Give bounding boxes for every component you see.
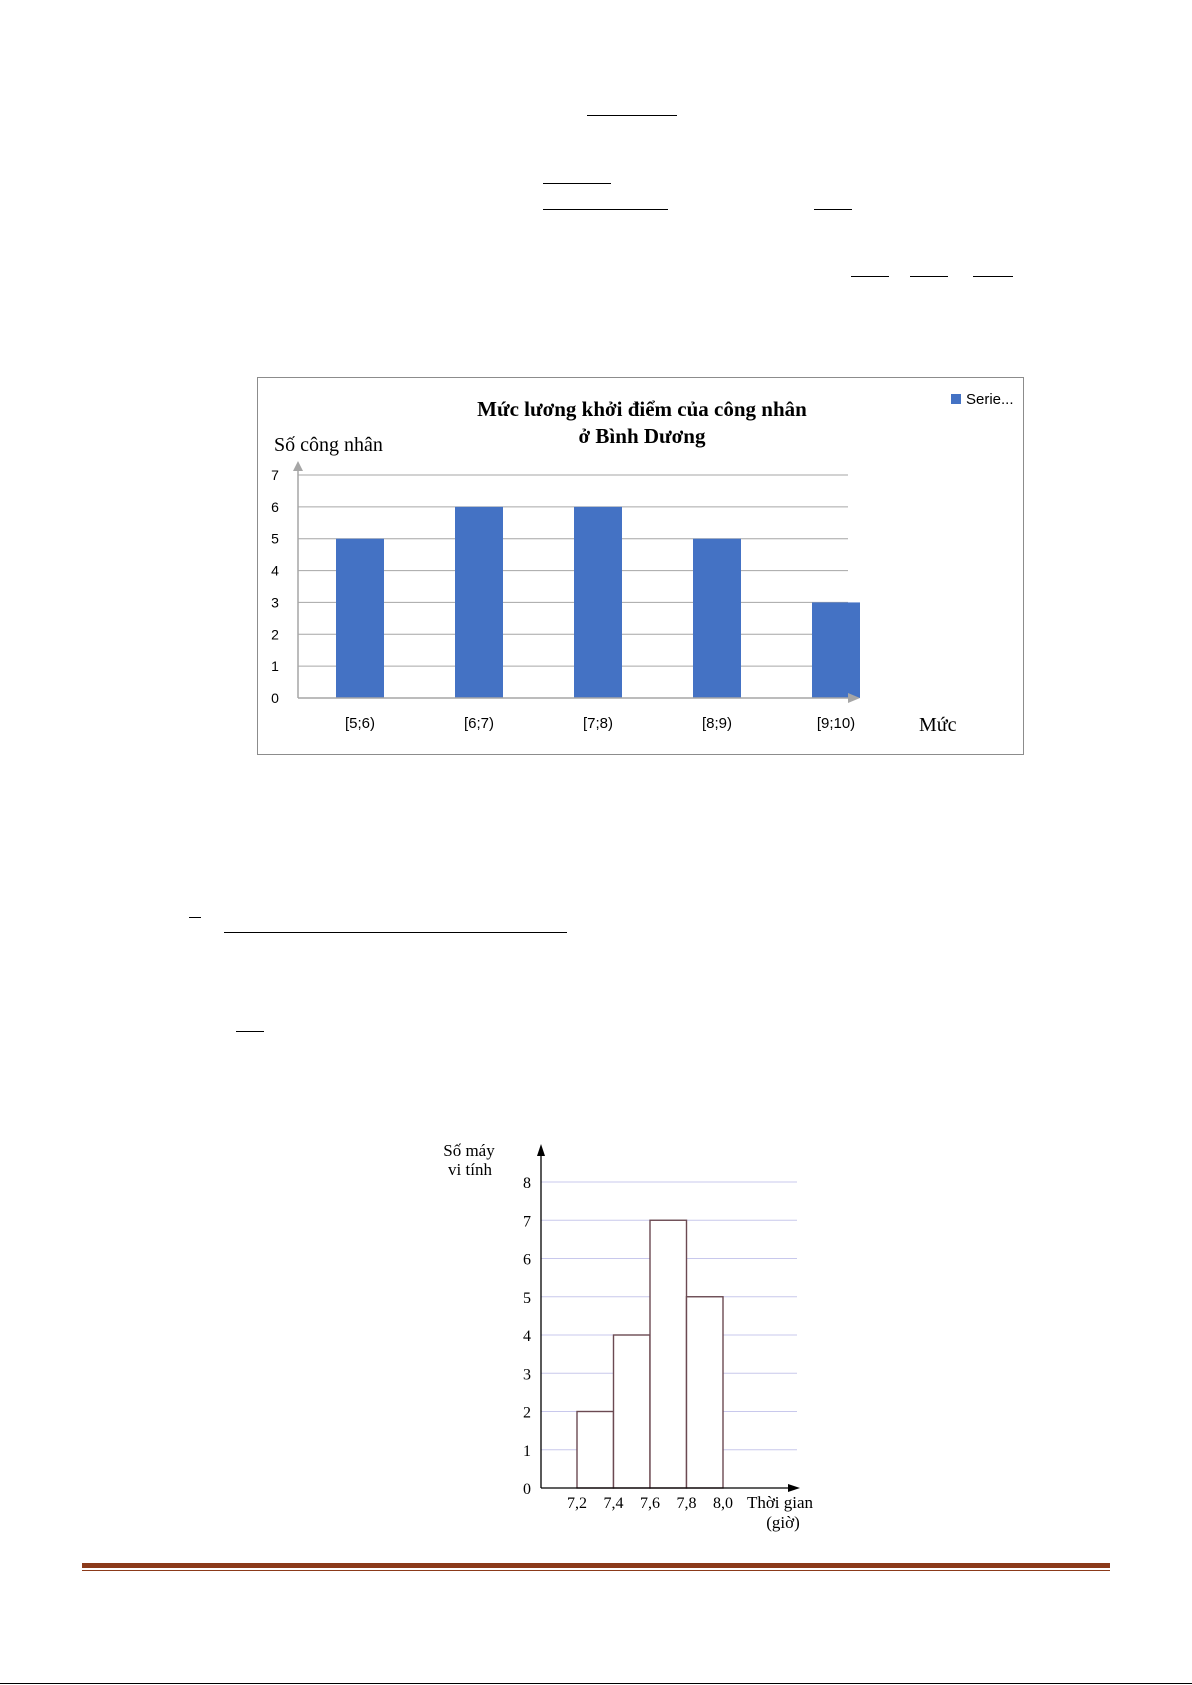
y-tick-label: 0 <box>271 690 279 706</box>
bar <box>455 507 503 698</box>
y-tick-label: 4 <box>523 1328 531 1345</box>
fraction-bar <box>224 932 567 933</box>
chart-title: Mức lương khởi điểm của công nhân <box>477 397 807 421</box>
y-tick-label: 3 <box>271 594 279 611</box>
y-tick-label: 5 <box>271 530 279 547</box>
fraction-bar <box>910 276 948 277</box>
y-tick-label: 0 <box>523 1481 531 1498</box>
y-tick-label: 3 <box>523 1366 531 1384</box>
salary-chart-svg <box>258 378 1025 756</box>
x-tick-label: [9;10) <box>816 715 856 732</box>
x-tick-label: 7,8 <box>676 1495 697 1512</box>
bar <box>336 539 384 698</box>
x-tick-label: [6;7) <box>463 715 495 732</box>
x-tick-label: 7,6 <box>640 1495 660 1512</box>
y-tick-label: 1 <box>523 1442 531 1460</box>
y-tick-label: 1 <box>271 658 279 675</box>
fraction-bar <box>543 183 611 184</box>
x-tick-label: [8;9) <box>701 715 733 732</box>
y-tick-label: 2 <box>523 1404 531 1422</box>
bar <box>812 602 860 698</box>
y-tick-label: 7 <box>523 1213 531 1231</box>
legend-swatch <box>951 394 961 404</box>
fraction-bar <box>236 1031 264 1032</box>
x-tick-label: [5;6) <box>344 715 376 732</box>
histogram-bar <box>650 1220 687 1488</box>
x-axis-label-line2: (giờ) <box>766 1513 800 1532</box>
y-axis-arrow <box>537 1144 545 1156</box>
y-axis-arrow <box>293 461 303 471</box>
computer-usage-histogram <box>440 1130 840 1550</box>
fraction-bar <box>814 209 852 210</box>
y-tick-label: 6 <box>271 498 279 515</box>
x-axis-arrow <box>788 1484 800 1492</box>
y-tick-label: 5 <box>523 1289 531 1307</box>
histogram-bar <box>614 1335 651 1488</box>
fraction-bar <box>587 115 677 116</box>
histogram-bar <box>577 1412 614 1489</box>
x-tick-label: 8,0 <box>713 1495 733 1512</box>
salary-chart <box>257 377 1024 755</box>
footer-rule-thin <box>82 1570 1110 1571</box>
y-tick-label: 4 <box>271 562 279 579</box>
x-axis-label: Mức <box>919 714 957 736</box>
page-bottom-rule <box>0 1683 1192 1684</box>
histogram-bar <box>687 1297 724 1488</box>
histogram-bars <box>577 1220 723 1488</box>
fraction-bar <box>189 917 201 918</box>
fraction-bar <box>851 276 889 277</box>
y-axis-label: Số công nhân <box>274 434 383 456</box>
y-tick-label: 6 <box>523 1251 531 1269</box>
bar <box>574 507 622 698</box>
x-tick-label: [7;8) <box>582 715 614 732</box>
fraction-bar <box>543 209 668 210</box>
footer-rule <box>82 1563 1110 1568</box>
bar <box>693 539 741 698</box>
histogram-svg <box>440 1130 840 1550</box>
y-tick-label: 7 <box>271 467 279 483</box>
y-tick-label: 2 <box>271 626 279 643</box>
y-tick-label: 8 <box>523 1175 531 1192</box>
chart-subtitle: ở Bình Dương <box>578 424 706 448</box>
x-axis-label-line1: Thời gian <box>746 1493 814 1512</box>
x-tick-label: 7,4 <box>603 1495 624 1512</box>
fraction-bar <box>973 276 1013 277</box>
y-axis-label-line1: Số máy <box>443 1141 495 1160</box>
legend-label: Serie... <box>966 391 1014 408</box>
x-tick-label: 7,2 <box>567 1495 587 1512</box>
y-axis-label-line2: vi tính <box>448 1160 492 1179</box>
